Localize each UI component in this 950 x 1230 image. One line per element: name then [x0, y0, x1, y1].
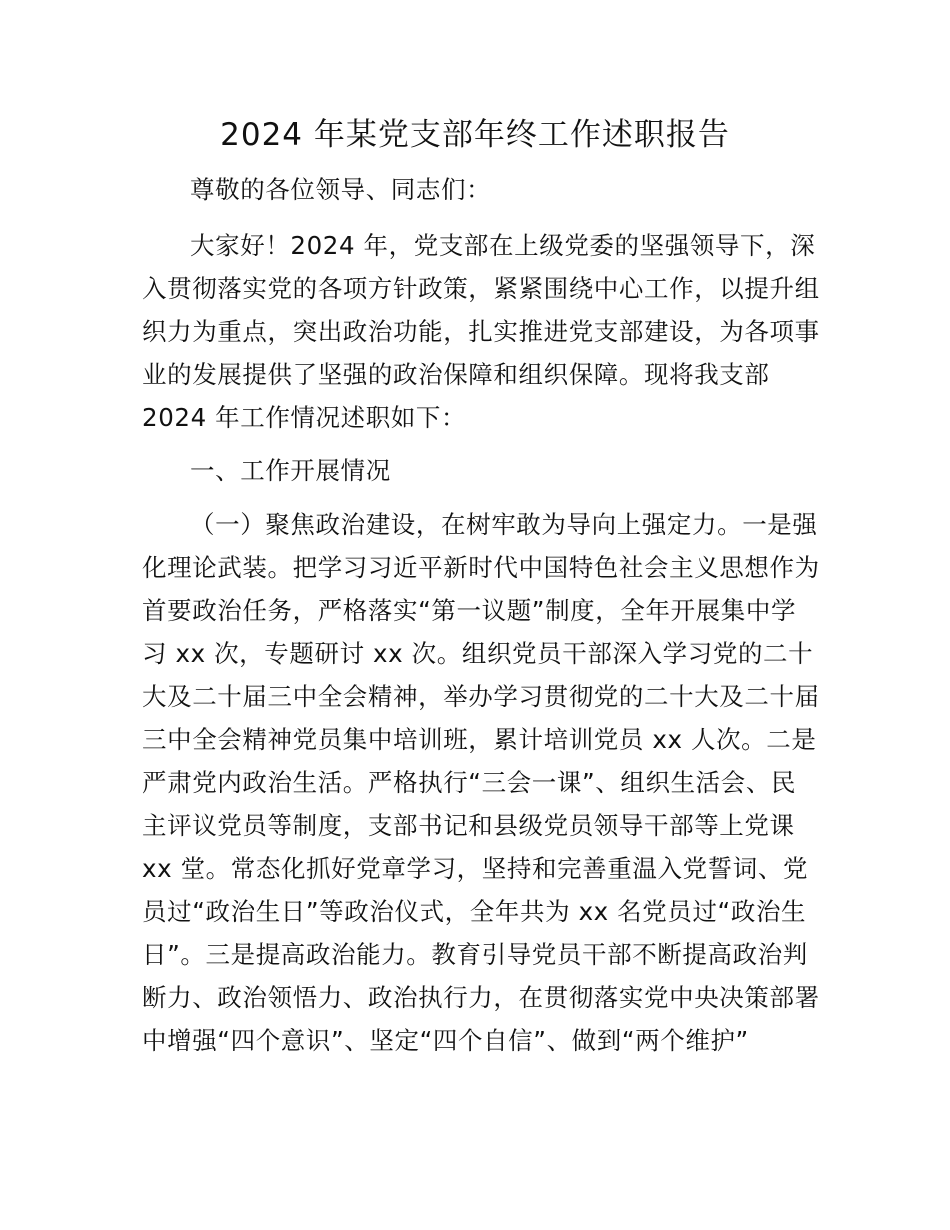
body-line: 首要政治任务，严格落实“第一议题”制度，全年开展集中学 [142, 596, 797, 625]
body-line: （一）聚焦政治建设，在树牢敢为导向上强定力。一是强 [190, 510, 818, 539]
salutation-line: 尊敬的各位领导、同志们： [190, 175, 492, 204]
body-line: 习 xx 次，专题研讨 xx 次。组织党员干部深入学习党的二十 [142, 639, 814, 668]
body-line: 严肃党内政治生活。严格执行“三会一课”、组织生活会、民 [142, 768, 797, 797]
document-title: 2024 年某党支部年终工作述职报告 [220, 117, 730, 153]
body-line: 业的发展提供了坚强的政治保障和组织保障。现将我支部 [142, 360, 770, 389]
body-line: 日”。三是提高政治能力。教育引导党员干部不断提高政治判 [142, 940, 808, 969]
body-line: 主评议党员等制度，支部书记和县级党员领导干部等上党课 [142, 811, 795, 840]
section-heading: 一、工作开展情况 [190, 456, 391, 485]
body-line: 大及二十届三中全会精神，举办学习贯彻党的二十大及二十届 [142, 682, 820, 711]
body-line: 断力、政治领悟力、政治执行力，在贯彻落实党中央决策部署 [142, 983, 820, 1012]
body-line: 织力为重点，突出政治功能，扎实推进党支部建设，为各项事 [142, 317, 820, 346]
body-line: 三中全会精神党员集中培训班，累计培训党员 xx 人次。二是 [142, 725, 817, 754]
body-line: 入贯彻落实党的各项方针政策，紧紧围绕中心工作，以提升组 [142, 274, 820, 303]
body-line: 化理论武装。把学习习近平新时代中国特色社会主义思想作为 [142, 553, 820, 582]
body-line: 员过“政治生日”等政治仪式，全年共为 xx 名党员过“政治生 [142, 897, 807, 926]
body-line: 大家好！2024 年，党支部在上级党委的坚强领导下，深 [190, 231, 816, 260]
body-line: 2024 年工作情况述职如下： [142, 403, 467, 432]
body-line: xx 堂。常态化抓好党章学习，坚持和完善重温入党誓词、党 [142, 854, 809, 883]
body-line: 中增强“四个意识”、坚定“四个自信”、做到“两个维护” [142, 1026, 749, 1055]
